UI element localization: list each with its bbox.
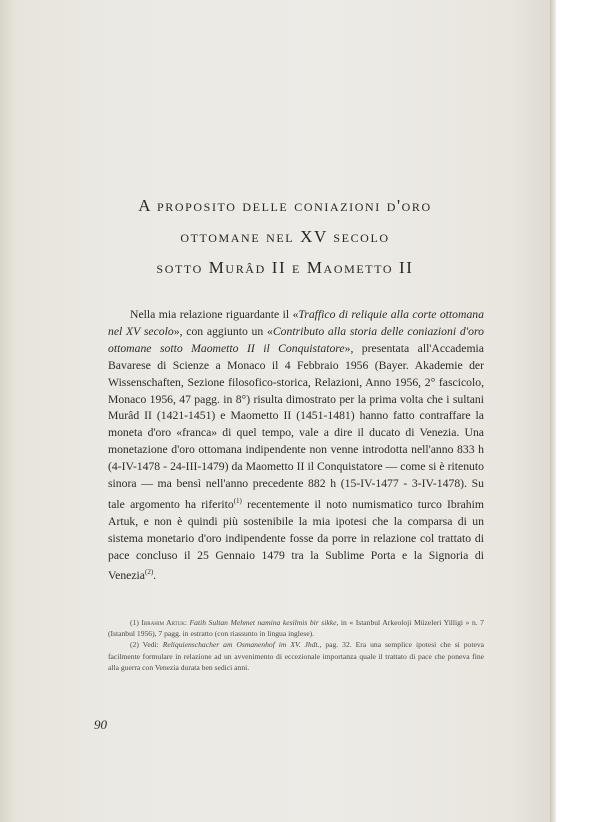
footnote-1-rest: , in « Istanbul Arkeoloji Müzeleri Yilligi » n. 7 (Istanbul 1956), 7 pagg. in estratto (con riassunto in lingua inglese).: [108, 618, 484, 639]
footnotes: [108, 617, 484, 673]
paragraph: [108, 307, 484, 585]
body-title-italic-2: Contributo alla storia delle coniazioni d'oro ottomane sotto Maometto II il Conquistatore: [108, 324, 484, 355]
page-edge: [550, 0, 556, 822]
title-line-1: A proposito delle coniazioni d'oro: [138, 196, 432, 215]
article-title: [100, 190, 470, 283]
footnote-2-rest: , pag. 32. Era una semplice ipotesi che si poteva facilmente formulare in relazione ad un avvenimento di eccezionale importanza quale il trattato di pace che poneva fine alla guerra con Venezia durata ben sedici anni.: [108, 640, 484, 672]
body-segment-5: », presentata all'Accademia Bavarese di Scienze a Monaco il 4 Febbraio 1956 (Bayer. Akademie der Wissenschaften, Sezione filosofico-storica, Relazioni, Anno 1956, 2° fascicolo, Monaco 1956, 47 pagg. in 8°) risulta dimostrato per la prima volta che i sultani Murâd II (1421-1451) e Maometto II (1451-1481) hanno fatto contraffare la moneta d'oro «franca» di quel tempo, vale a dire il ducato di Venezia. Una monetazione d'oro ottomana indipendente non venne introdotta nell'anno 833 h (4-IV-1478 - 24-III-1479) da Maometto II il Conquistatore — come si è ritenuto sinora — ma bensì nell'anno precedente 882 h (15-IV-1477 - 3-IV-1478). Su tale argomento ha riferito: [108, 341, 484, 511]
footnote-ref-2: (2): [144, 568, 154, 577]
footnote-2: [108, 639, 484, 673]
body-segment-1: Nella mia relazione riguardante il «: [130, 308, 299, 321]
body-segment-7: .: [153, 569, 157, 583]
body-segment-3: », con aggiunto un «: [173, 324, 273, 338]
page-number: 90: [94, 717, 107, 732]
body-segment-6: recentemente il noto numismatico turco Ibrahim Artuk, e non è quindi più sostenibile la mia ipotesi che la comparsa di un sistema monetario d'oro indipendente fosse da porre in relazione col trattato di pace concluso il 25 Gennaio 1479 tra la Sublime Porta e la Signoria di Venezia: [108, 497, 484, 583]
footnote-ref-1: (1): [233, 496, 242, 505]
footnote-1-title: Fatih Sultan Mehmet namina kesilmis bir sikke: [189, 618, 337, 627]
title-line-3: sotto Murâd II e Maometto II: [156, 258, 414, 277]
footnote-2-title: Reliquienschacher am Osmanenhof im XV. Jhdt.: [162, 640, 320, 650]
footnote-1-number: (1): [130, 618, 142, 627]
body-title-italic-1: Traffico di reliquie alla corte ottomana nel XV secolo: [108, 308, 484, 338]
footnote-2-number: (2) Vedi:: [130, 640, 163, 650]
footnote-1: [108, 617, 484, 639]
footnote-1-separator: :: [184, 618, 190, 627]
footnote-1-author: Ibrahim Artuk: [141, 618, 185, 627]
title-line-2: ottomane nel XV secolo: [180, 227, 390, 246]
body-paragraph: [108, 307, 484, 585]
